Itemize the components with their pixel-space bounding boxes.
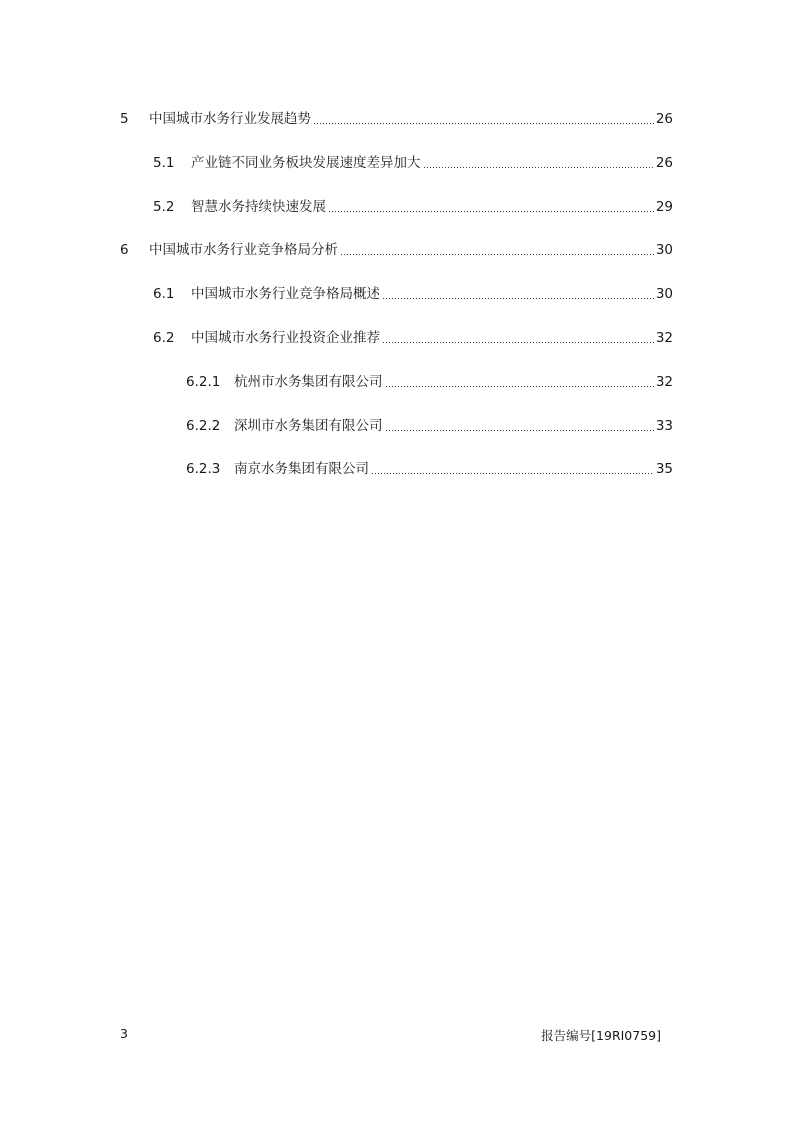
toc-entry-page: 32 (655, 330, 673, 346)
toc-entry-page: 35 (655, 461, 673, 477)
toc-entry-number: 6.2.2 (186, 418, 221, 434)
toc-entry-6-2-2[interactable] (186, 415, 673, 437)
dot-leader (423, 165, 654, 169)
toc-entry-number: 6.1 (153, 286, 175, 302)
toc-entry-title: 南京水务集团有限公司 (234, 461, 369, 477)
footer-page-number: 3 (120, 1026, 128, 1041)
toc-entry-title: 中国城市水务行业竞争格局分析 (149, 242, 338, 258)
toc-entry-6[interactable] (120, 239, 673, 261)
toc-entry-number: 6 (120, 242, 129, 258)
toc-entry-6-2-3[interactable] (186, 458, 673, 480)
dot-leader (313, 121, 654, 125)
dot-leader (340, 252, 654, 256)
dot-leader (385, 384, 654, 388)
toc-entry-number: 6.2.3 (186, 461, 221, 477)
toc-entry-6-2-1[interactable] (186, 371, 673, 393)
toc-entry-5-2[interactable] (153, 196, 673, 218)
toc-entry-5[interactable] (120, 108, 673, 130)
toc-entry-title: 中国城市水务行业竞争格局概述 (191, 286, 380, 302)
toc-entry-title: 中国城市水务行业发展趋势 (149, 111, 311, 127)
toc-entry-page: 29 (655, 199, 673, 215)
toc-entry-title: 智慧水务持续快速发展 (191, 199, 326, 215)
toc-entry-page: 26 (655, 155, 673, 171)
toc-entry-6-2[interactable] (153, 327, 673, 349)
toc-entry-page: 30 (655, 242, 673, 258)
dot-leader (382, 340, 654, 344)
dot-leader (385, 428, 654, 432)
toc-entry-page: 26 (655, 111, 673, 127)
toc-entry-number: 5.1 (153, 155, 175, 171)
toc-entry-6-1[interactable] (153, 283, 673, 305)
toc-entry-number: 6.2.1 (186, 374, 221, 390)
toc-entry-page: 30 (655, 286, 673, 302)
toc-entry-page: 33 (655, 418, 673, 434)
toc-entry-5-1[interactable] (153, 152, 673, 174)
footer-report-id: 报告编号[19RI0759] (541, 1028, 661, 1043)
toc-entry-title: 深圳市水务集团有限公司 (234, 418, 383, 434)
toc-entry-title: 中国城市水务行业投资企业推荐 (191, 330, 380, 346)
toc-entry-title: 杭州市水务集团有限公司 (234, 374, 383, 390)
dot-leader (371, 471, 654, 475)
toc-entry-page: 32 (655, 374, 673, 390)
dot-leader (382, 296, 654, 300)
dot-leader (328, 209, 654, 213)
toc-entry-number: 5.2 (153, 199, 175, 215)
toc-entry-title: 产业链不同业务板块发展速度差异加大 (191, 155, 421, 171)
toc-entry-number: 5 (120, 111, 129, 127)
toc-entry-number: 6.2 (153, 330, 175, 346)
